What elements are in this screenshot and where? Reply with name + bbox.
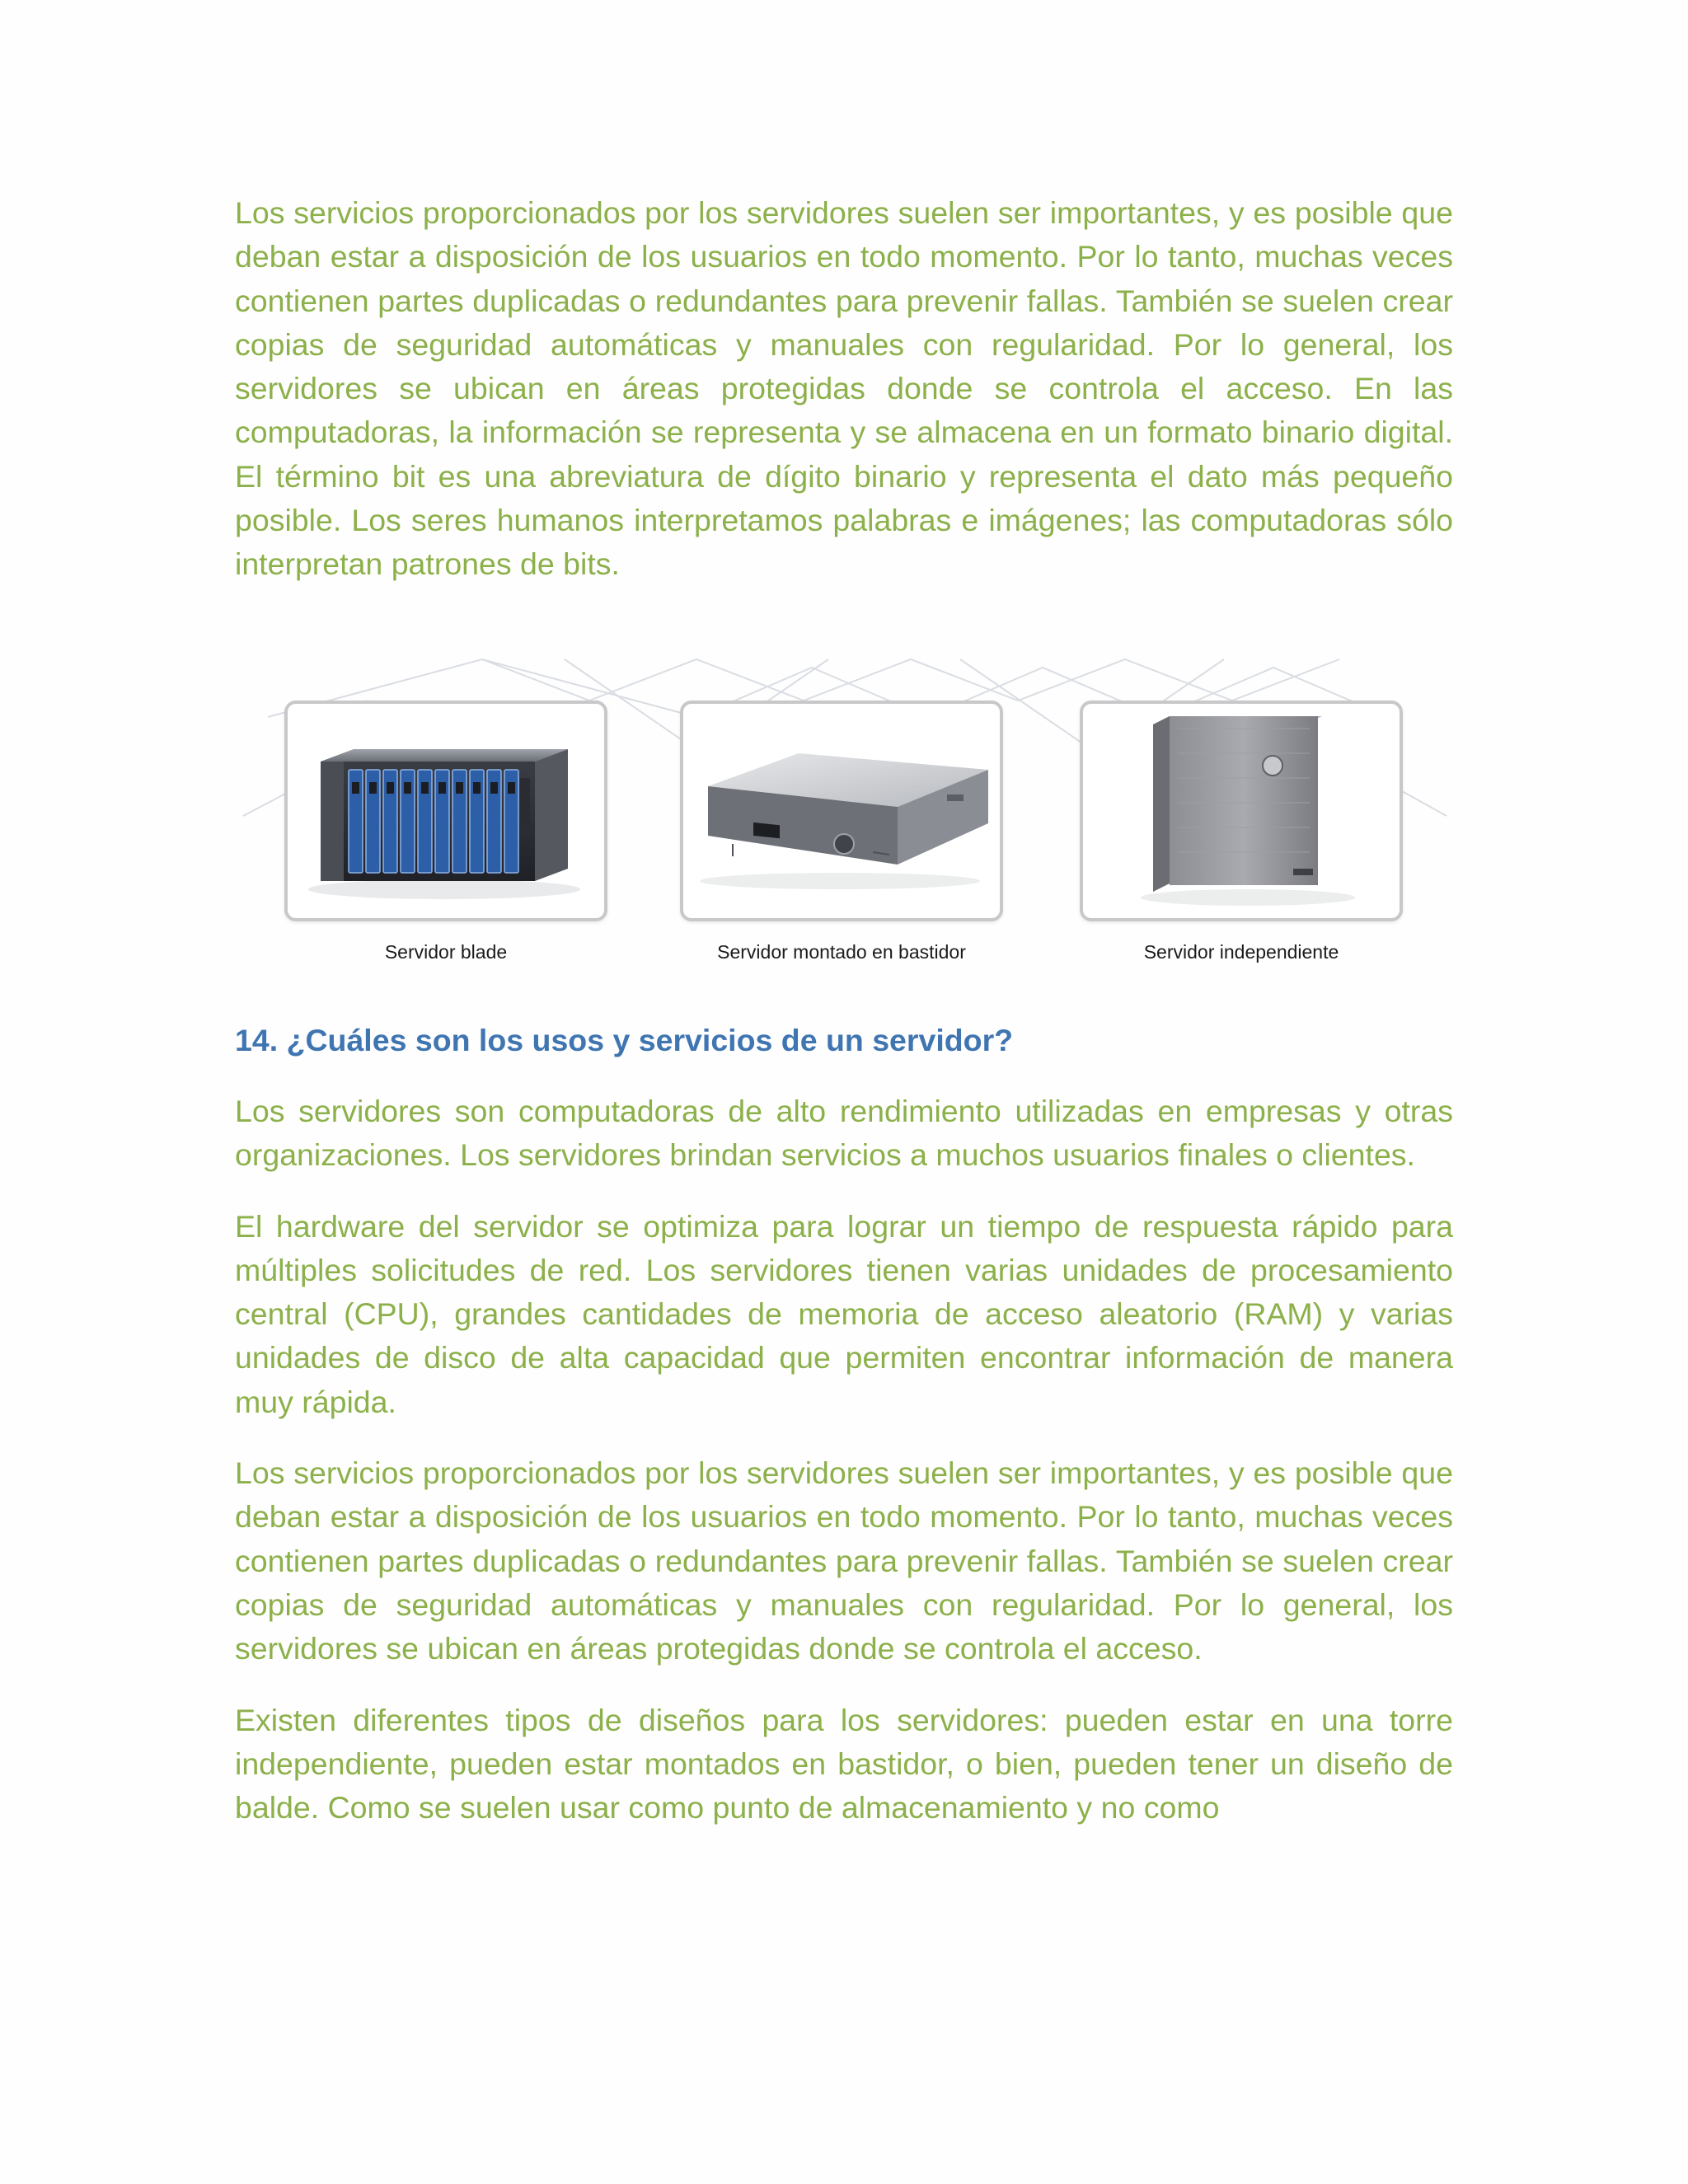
tower-server-image	[1083, 704, 1400, 918]
section-paragraph-4: Existen diferentes tipos de diseños para los servidores: pueden estar en una torre independiente, pueden estar montados en bastidor, o bien, pueden tener un diseño de balde. Como se suelen usar como punto de almacenamiento y no como	[235, 1702, 1453, 1825]
section-heading: 14. ¿Cuáles son los usos y servicios de un servidor?	[235, 1023, 1014, 1057]
caption-tower: Servidor independiente	[1143, 941, 1339, 963]
intro-paragraph: Los servicios proporcionados por los servidores suelen ser importantes, y es posible que deban estar a disposición de los usuarios en todo momento. Por lo tanto, muchas veces contienen partes duplicadas o redundantes para prevenir fallas. También se suelen crear copias de seguridad automáticas y manuales con regularidad. Por lo general, los servidores se ubican en áreas protegidas donde se controla el acceso. En las computadoras, la información se representa y se almacena en un formato binario digital. El término bit es una abreviatura de dígito binario y representa el dato más pequeño posible. Los seres humanos interpretamos palabras e imágenes; las computadoras sólo interpretan patrones de bits.	[235, 195, 1453, 582]
tower-server-card	[1080, 701, 1403, 921]
section-paragraph-3: Los servicios proporcionados por los servidores suelen ser importantes, y es posible que deban estar a disposición de los usuarios en todo momento. Por lo tanto, muchas veces contienen partes duplicadas o redundantes para prevenir fallas. También se suelen crear copias de seguridad automáticas y manuales con regularidad. Por lo general, los servidores se ubican en áreas protegidas donde se controla el acceso.	[235, 1455, 1453, 1666]
top-text-block	[235, 191, 1453, 587]
blade-server-image	[288, 704, 604, 918]
section-paragraph-2: El hardware del servidor se optimiza para lograr un tiempo de respuesta rápido para múltiples solicitudes de red. Los servidores tienen varias unidades de procesamiento central (CPU), grandes cantidades de memoria de acceso aleatorio (RAM) y varias unidades de disco de alta capacidad que permiten encontrar información de manera muy rápida.	[235, 1208, 1453, 1419]
rack-server-card	[680, 701, 1003, 921]
caption-blade: Servidor blade	[384, 941, 508, 963]
caption-rack: Servidor montado en bastidor	[717, 941, 966, 963]
rack-server-image	[683, 704, 1000, 918]
server-types-figure	[235, 651, 1453, 997]
section-14	[235, 1019, 1453, 1830]
section-paragraph-1: Los servidores son computadoras de alto rendimiento utilizadas en empresas y otras organizaciones. Los servidores brindan servicios a muchos usuarios finales o clientes.	[235, 1094, 1453, 1173]
blade-server-card	[284, 701, 607, 921]
